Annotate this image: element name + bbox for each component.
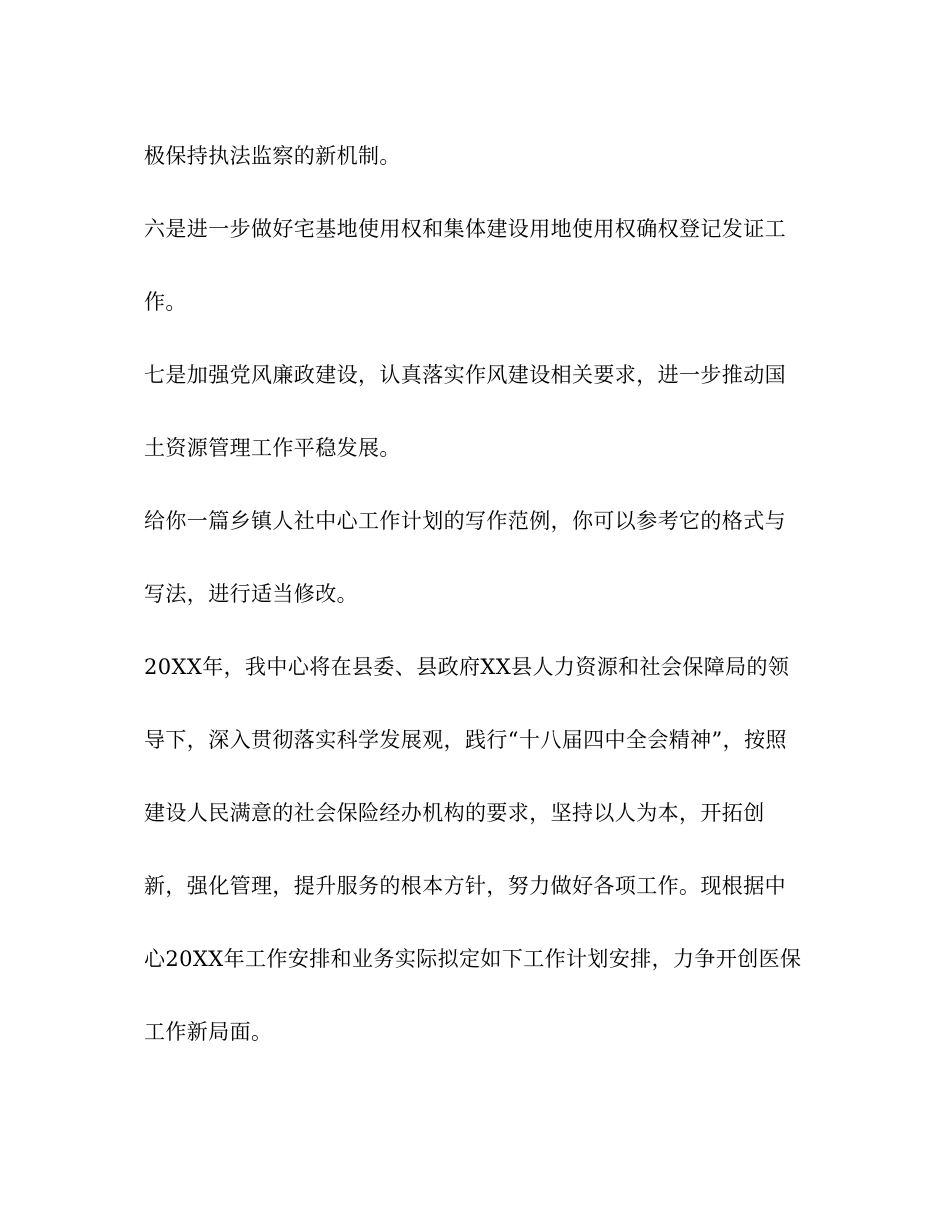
text-line: 心20XX年工作安排和业务实际拟定如下工作计划安排，力争开创医保 bbox=[144, 947, 802, 971]
text-line: 工作新局面。 bbox=[144, 1020, 273, 1044]
text-line: 极保持执法监察的新机制。 bbox=[144, 144, 401, 168]
text-line: 写法，进行适当修改。 bbox=[144, 582, 358, 606]
text-line: 作。 bbox=[144, 290, 187, 314]
text-line: 给你一篇乡镇人社中心工作计划的写作范例，你可以参考它的格式与 bbox=[144, 509, 786, 533]
text-line: 导下，深入贯彻落实科学发展观，践行“十八届四中全会精神”，按照 bbox=[144, 728, 787, 752]
text-line: 建设人民满意的社会保险经办机构的要求，坚持以人为本，开拓创 bbox=[144, 801, 765, 825]
text-line: 20XX年，我中心将在县委、县政府XX县人力资源和社会保障局的领 bbox=[144, 655, 790, 679]
text-line: 七是加强党风廉政建设，认真落实作风建设相关要求，进一步推动国 bbox=[144, 363, 786, 387]
text-line: 六是进一步做好宅基地使用权和集体建设用地使用权确权登记发证工 bbox=[144, 217, 786, 241]
text-line: 新，强化管理，提升服务的根本方针，努力做好各项工作。现根据中 bbox=[144, 874, 786, 898]
text-line: 土资源管理工作平稳发展。 bbox=[144, 436, 401, 460]
